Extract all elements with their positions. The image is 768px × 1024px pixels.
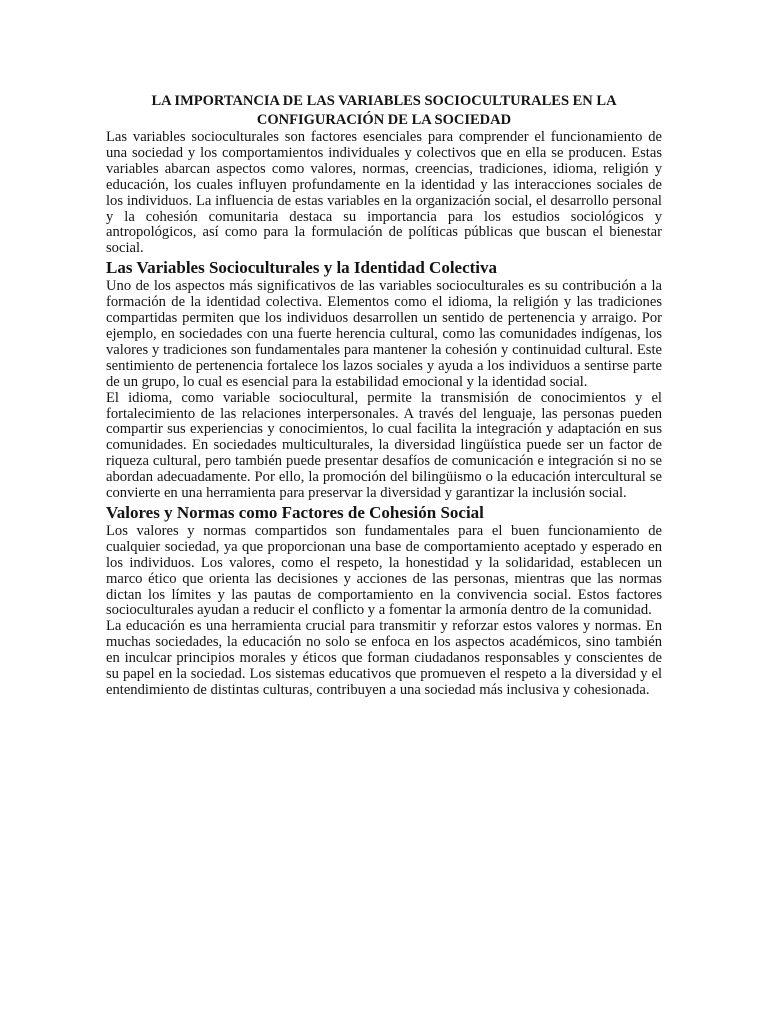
document-body	[106, 92, 662, 699]
section-heading-valores: Valores y Normas como Factores de Cohesión Social	[106, 502, 484, 522]
document-title-line: LA IMPORTANCIA DE LAS VARIABLES SOCIOCULTURALES EN LA	[151, 93, 617, 109]
body-paragraph: La educación es una herramienta crucial para transmitir y reforzar estos valores y normas. En muchas sociedades, la educación no solo se enfoca en los aspectos académicos, sino también en inculcar principios morales y éticos que forman ciudadanos responsables y conscientes de su papel en la sociedad. Los sistemas educativos que promueven el respeto a la diversidad y el entendimiento de distintas culturas, contribuyen a una sociedad más inclusiva y cohesionada.	[106, 618, 662, 698]
document-title	[106, 92, 662, 130]
document-title-line: CONFIGURACIÓN DE LA SOCIEDAD	[256, 112, 512, 128]
body-paragraph: Los valores y normas compartidos son fundamentales para el buen funcionamiento de cualquier sociedad, ya que proporcionan una base de comportamiento aceptado y esperado en los individuos. Los valores, como el respeto, la honestidad y la solidaridad, establecen un marco ético que orienta las decisiones y acciones de las personas, mientras que las normas dictan los límites y las pautas de comportamiento en la convivencia social. Estos factores socioculturales ayudan a reducir el conflicto y a fomentar la armonía dentro de la comunidad.	[106, 522, 662, 619]
body-paragraph: Uno de los aspectos más significativos de las variables socioculturales es su contribución a la formación de la identidad colectiva. Elementos como el idioma, la religión y las tradiciones compartidas permiten que los individuos desarrollen un sentido de pertenencia y arraigo. Por ejemplo, en sociedades con una fuerte herencia cultural, como las comunidades indígenas, los valores y tradiciones son fundamentales para mantener la cohesión y continuidad cultural. Este sentimiento de pertenencia fortalece los lazos sociales y ayuda a los individuos a sentirse parte de un grupo, lo cual es esencial para la estabilidad emocional y la identidad social.	[106, 278, 662, 390]
section-heading-identidad: Las Variables Socioculturales y la Identidad Colectiva	[106, 258, 498, 278]
intro-paragraph: Las variables socioculturales son factores esenciales para comprender el funcionamiento de una sociedad y los comportamientos individuales y colectivos que en ella se producen. Estas variables abarcan aspectos como valores, normas, creencias, tradiciones, idioma, religión y educación, los cuales influyen profundamente en la identidad y las interacciones sociales de los individuos. La influencia de estas variables en la organización social, el desarrollo personal y la cohesión comunitaria destaca su importancia para los estudios sociológicos y antropológicos, así como para la formulación de políticas públicas que buscan el bienestar social.	[106, 129, 662, 257]
body-paragraph: El idioma, como variable sociocultural, permite la transmisión de conocimientos y el fortalecimiento de las relaciones interpersonales. A través del lenguaje, las personas pueden compartir sus experiencias y conocimientos, lo cual facilita la integración y adaptación en sus comunidades. En sociedades multiculturales, la diversidad lingüística puede ser un factor de riqueza cultural, pero también puede presentar desafíos de comunicación e integración si no se abordan adecuadamente. Por ello, la promoción del bilingüismo o la educación intercultural se convierte en una herramienta para preservar la diversidad y garantizar la inclusión social.	[106, 389, 662, 502]
